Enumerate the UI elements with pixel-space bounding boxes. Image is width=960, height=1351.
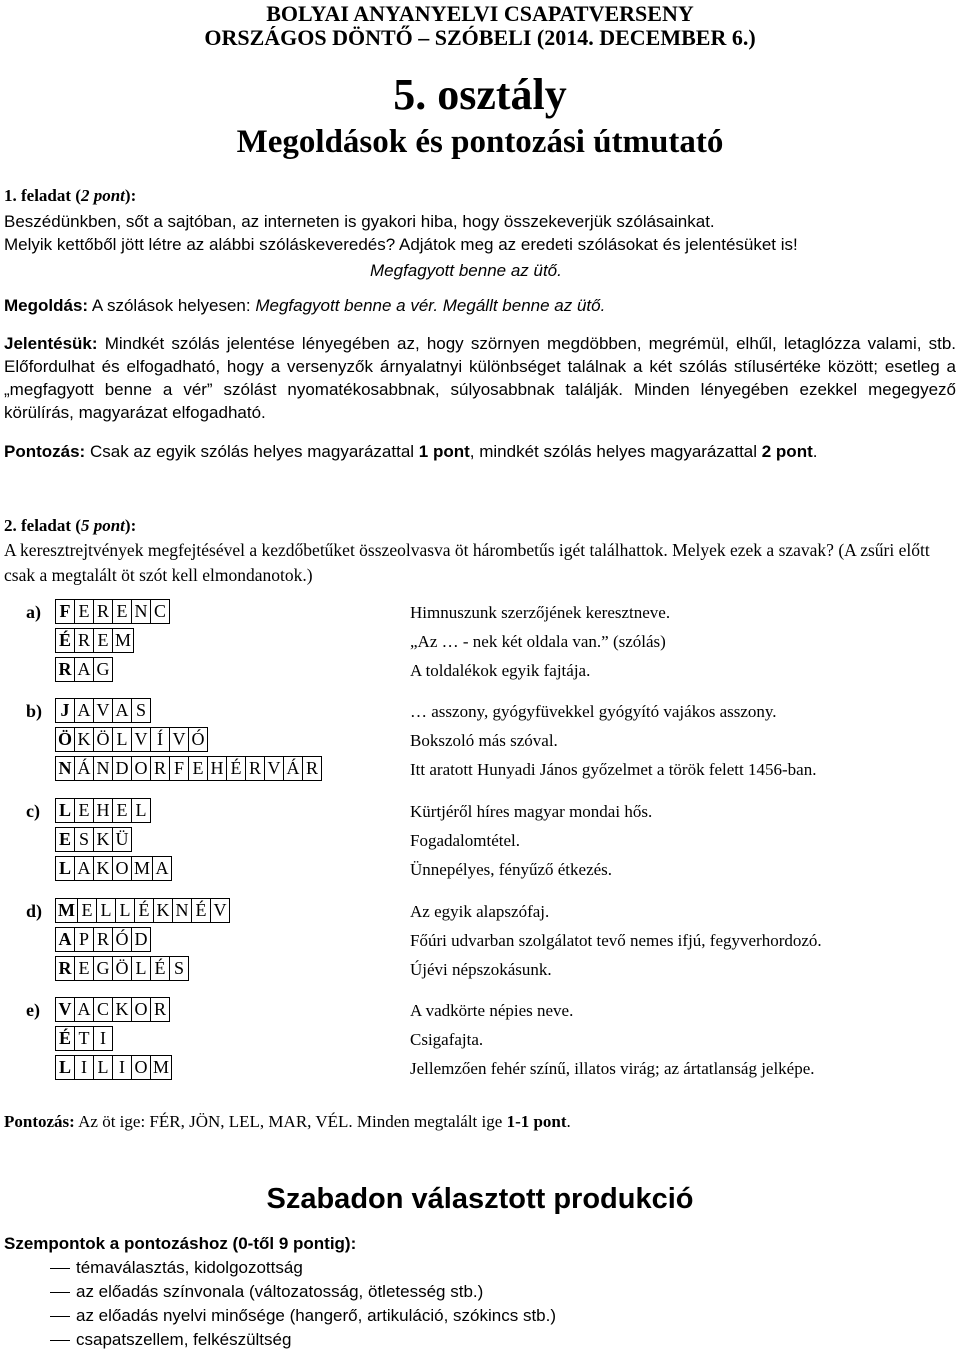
- criteria-item-text: témaválasztás, kidolgozottság: [76, 1258, 303, 1277]
- criteria-item-text: az előadás színvonala (változatosság, ötletesség stb.): [76, 1282, 484, 1301]
- crossword-cell: E: [112, 798, 132, 823]
- crossword-cell: R: [245, 756, 265, 781]
- crossword-row: [56, 699, 151, 723]
- crossword-clue: A vadkörte népies neve.: [410, 1001, 574, 1020]
- crossword-cell: O: [112, 856, 132, 881]
- dash-bullet-icon: [50, 1340, 70, 1341]
- crossword-cell: K: [93, 827, 113, 852]
- task1-solution: Megoldás: A szólások helyesen: Megfagyott benne a vér. Megállt benne az ütő.: [4, 296, 606, 315]
- crossword-cell: Í: [150, 727, 170, 752]
- crossword-cell: E: [112, 599, 132, 624]
- header-line-2: ORSZÁGOS DÖNTŐ – SZÓBELI (2014. DECEMBER 6.): [204, 25, 756, 50]
- crossword-cell: I: [93, 1026, 113, 1051]
- crossword-initial-cell: L: [55, 798, 75, 823]
- crossword-cell: G: [93, 657, 113, 682]
- crossword-cell: R: [93, 927, 113, 952]
- crossword-cell: V: [210, 898, 230, 923]
- crossword-cell: I: [112, 1055, 132, 1080]
- crossword-initial-cell: R: [55, 657, 75, 682]
- crossword-cell: K: [74, 727, 94, 752]
- task2-title: 2. feladat (5 pont):: [4, 516, 137, 535]
- crossword-cell: A: [74, 657, 94, 682]
- crossword-row: [56, 957, 189, 981]
- criteria-item: [50, 1304, 556, 1327]
- crossword-cell: K: [153, 898, 173, 923]
- crossword-row: [56, 728, 208, 752]
- crossword-cell: Á: [74, 756, 94, 781]
- crossword-cell: L: [131, 798, 151, 823]
- crossword-cell: K: [93, 856, 113, 881]
- crossword-cell: M: [131, 856, 153, 881]
- crossword-clue: Himnuszunk szerzőjének keresztneve.: [410, 603, 671, 622]
- task1-example: Megfagyott benne az ütő.: [370, 261, 562, 280]
- crossword-clue: … asszony, gyógyfüvekkel gyógyító vajákos asszony.: [410, 702, 777, 721]
- puzzle-label: c): [26, 801, 40, 821]
- crossword-cell: S: [74, 827, 94, 852]
- crossword-cell: E: [74, 798, 94, 823]
- crossword-cell: E: [188, 756, 208, 781]
- crossword-cell: L: [112, 727, 132, 752]
- crossword-row: [56, 1027, 113, 1051]
- crossword-initial-cell: É: [55, 628, 75, 653]
- crossword-initial-cell: A: [55, 927, 75, 952]
- crossword-clue: Újévi népszokásunk.: [410, 960, 552, 979]
- crossword-cell: N: [93, 756, 113, 781]
- grade-title: 5. osztály: [393, 70, 567, 119]
- crossword-clue: Jellemzően fehér színű, illatos virág; az ártatlanság jelképe.: [410, 1059, 815, 1078]
- criteria-item: [50, 1328, 291, 1351]
- header-line-1: BOLYAI ANYANYELVI CSAPATVERSENY: [266, 1, 694, 26]
- crossword-cell: E: [77, 898, 97, 923]
- crossword-cell: V: [169, 727, 189, 752]
- crossword-initial-cell: Ö: [55, 727, 75, 752]
- crossword-cell: É: [226, 756, 246, 781]
- crossword-initial-cell: R: [55, 956, 75, 981]
- crossword-cell: H: [93, 798, 113, 823]
- crossword-cell: L: [131, 956, 151, 981]
- crossword-cell: R: [150, 997, 170, 1022]
- crossword-clue: A toldalékok egyik fajtája.: [410, 661, 591, 680]
- crossword-cell: Ö: [112, 956, 132, 981]
- crossword-row: [56, 1056, 172, 1080]
- crossword-cell: E: [93, 628, 113, 653]
- crossword-row: [56, 998, 170, 1022]
- criteria-item-text: az előadás nyelvi minősége (hangerő, artikuláció, szókincs stb.): [76, 1306, 557, 1325]
- crossword-cell: I: [74, 1055, 94, 1080]
- crossword-cell: R: [302, 756, 322, 781]
- dash-bullet-icon: [50, 1292, 70, 1293]
- crossword-cell: Ö: [93, 727, 113, 752]
- crossword-clue: „Az … - nek két oldala van.” (szólás): [410, 632, 666, 651]
- crossword-cell: L: [93, 1055, 113, 1080]
- crossword-cell: Ü: [112, 827, 132, 852]
- crossword-cell: T: [74, 1026, 94, 1051]
- crossword-cell: E: [74, 956, 94, 981]
- task1-scoring: Pontozás: Csak az egyik szólás helyes magyarázattal 1 pont, mindkét szólás helyes magyarázattal 2 pont.: [4, 442, 818, 461]
- crossword-cell: E: [74, 599, 94, 624]
- puzzle-label: e): [26, 1000, 40, 1020]
- criteria-item-text: csapatszellem, felkészültség: [76, 1330, 292, 1349]
- crossword-initial-cell: V: [55, 997, 75, 1022]
- crossword-cell: Ó: [112, 927, 132, 952]
- crossword-cell: O: [131, 756, 151, 781]
- crossword-cell: A: [74, 856, 94, 881]
- crossword-cell: L: [96, 898, 116, 923]
- task1-intro: Beszédünkben, sőt a sajtóban, az interneten is gyakori hiba, hogy összekeverjük szólásainkat.: [4, 212, 715, 231]
- crossword-row: [56, 828, 132, 852]
- crossword-clue: Bokszoló más szóval.: [410, 731, 558, 750]
- crossword-cell: N: [172, 898, 192, 923]
- crossword-cell: K: [112, 997, 132, 1022]
- crossword-clue: Csigafajta.: [410, 1030, 484, 1049]
- crossword-clue: Főúri udvarban szolgálatot tevő nemes ifjú, fegyverhordozó.: [410, 931, 822, 950]
- crossword-row: [56, 899, 230, 923]
- crossword-cell: R: [150, 756, 170, 781]
- puzzle-label: b): [26, 701, 43, 721]
- crossword-row: [56, 600, 170, 624]
- crossword-cell: Á: [283, 756, 303, 781]
- crossword-clue: Az egyik alapszófaj.: [410, 902, 550, 921]
- crossword-cell: M: [112, 628, 134, 653]
- task1-question: Melyik kettőből jött létre az alábbi szóláskeveredés? Adjátok meg az eredeti szólásokat és jelentésüket is!: [4, 235, 798, 254]
- crossword-row: [56, 799, 151, 823]
- crossword-initial-cell: J: [55, 698, 75, 723]
- crossword-cell: C: [93, 997, 113, 1022]
- crossword-cell: L: [115, 898, 135, 923]
- crossword-cell: F: [169, 756, 189, 781]
- criteria-title: Szempontok a pontozáshoz (0-től 9 pontig):: [4, 1234, 357, 1253]
- crossword-cell: V: [131, 727, 151, 752]
- crossword-initial-cell: M: [55, 898, 78, 923]
- crossword-cell: R: [74, 628, 94, 653]
- crossword-cell: H: [207, 756, 227, 781]
- crossword-cell: D: [112, 756, 132, 781]
- task1-meaning: Jelentésük: Mindkét szólás jelentése lényegében az, hogy szörnyen megdöbben, megrémül, elhűl, letaglózza valami, stb. Előfordulhat és elfogadható, hogy a versenyzők árnyalatnyi különbséget találnak a két szólás stílusértéke között; esetleg a „megfagyott benne a vér” szólást nyomatékosabbnak, súlyosabbnak találják. Minden lényegében ezekkel megegyező körülírás, magyarázat elfogadható.: [4, 334, 956, 422]
- crossword-cell: N: [131, 599, 151, 624]
- crossword-cell: P: [74, 927, 94, 952]
- crossword-cell: R: [93, 599, 113, 624]
- crossword-cell: O: [131, 997, 151, 1022]
- task2-intro: A keresztrejtvények megfejtésével a kezdőbetűket összeolvasva öt hárombetűs igét találhattok. Melyek ezek a szavak? (A zsűri előtt csak a megtalált öt szót kell elmondanotok.): [4, 540, 930, 585]
- crossword-cell: É: [150, 956, 170, 981]
- crossword-initial-cell: L: [55, 856, 75, 881]
- crossword-row: [56, 658, 113, 682]
- crossword-cell: C: [150, 599, 170, 624]
- dash-bullet-icon: [50, 1316, 70, 1317]
- crossword-cell: A: [74, 997, 94, 1022]
- crossword-initial-cell: L: [55, 1055, 75, 1080]
- criteria-item: [50, 1256, 303, 1279]
- crossword-cell: V: [93, 698, 113, 723]
- crossword-cell: A: [112, 698, 132, 723]
- task1-title: 1. feladat (2 pont):: [4, 186, 137, 205]
- crossword-cell: O: [131, 1055, 151, 1080]
- criteria-item: [50, 1280, 483, 1303]
- crossword-initial-cell: N: [55, 756, 75, 781]
- crossword-cell: G: [93, 956, 113, 981]
- crossword-initial-cell: É: [55, 1026, 75, 1051]
- crossword-clue: Kürtjéről híres magyar mondai hős.: [410, 802, 653, 821]
- crossword-row: [56, 629, 134, 653]
- dash-bullet-icon: [50, 1268, 70, 1269]
- crossword-clue: Fogadalomtétel.: [410, 831, 521, 850]
- crossword-cell: S: [169, 956, 189, 981]
- crossword-cell: A: [74, 698, 94, 723]
- crossword-cell: É: [191, 898, 211, 923]
- crossword-clue: Itt aratott Hunyadi János győzelmet a török felett 1456-ban.: [410, 760, 817, 779]
- task2-scoring: Pontozás: Az öt ige: FÉR, JÖN, LEL, MAR, VÉL. Minden megtalált ige 1-1 pont.: [4, 1112, 571, 1131]
- puzzle-label: d): [26, 901, 43, 921]
- crossword-row: [56, 757, 322, 781]
- crossword-cell: A: [152, 856, 172, 881]
- crossword-cell: Ó: [188, 727, 208, 752]
- crossword-cell: V: [264, 756, 284, 781]
- crossword-initial-cell: E: [55, 827, 75, 852]
- crossword-cell: S: [131, 698, 151, 723]
- free-production-title: Szabadon választott produkció: [266, 1183, 694, 1215]
- crossword-initial-cell: F: [55, 599, 75, 624]
- crossword-clue: Ünnepélyes, fényűző étkezés.: [410, 860, 613, 879]
- crossword-row: [56, 928, 151, 952]
- page-subtitle: Megoldások és pontozási útmutató: [236, 124, 724, 160]
- puzzle-label: a): [26, 602, 41, 622]
- crossword-cell: M: [150, 1055, 172, 1080]
- crossword-row: [56, 857, 172, 881]
- crossword-cell: É: [134, 898, 154, 923]
- crossword-cell: D: [131, 927, 151, 952]
